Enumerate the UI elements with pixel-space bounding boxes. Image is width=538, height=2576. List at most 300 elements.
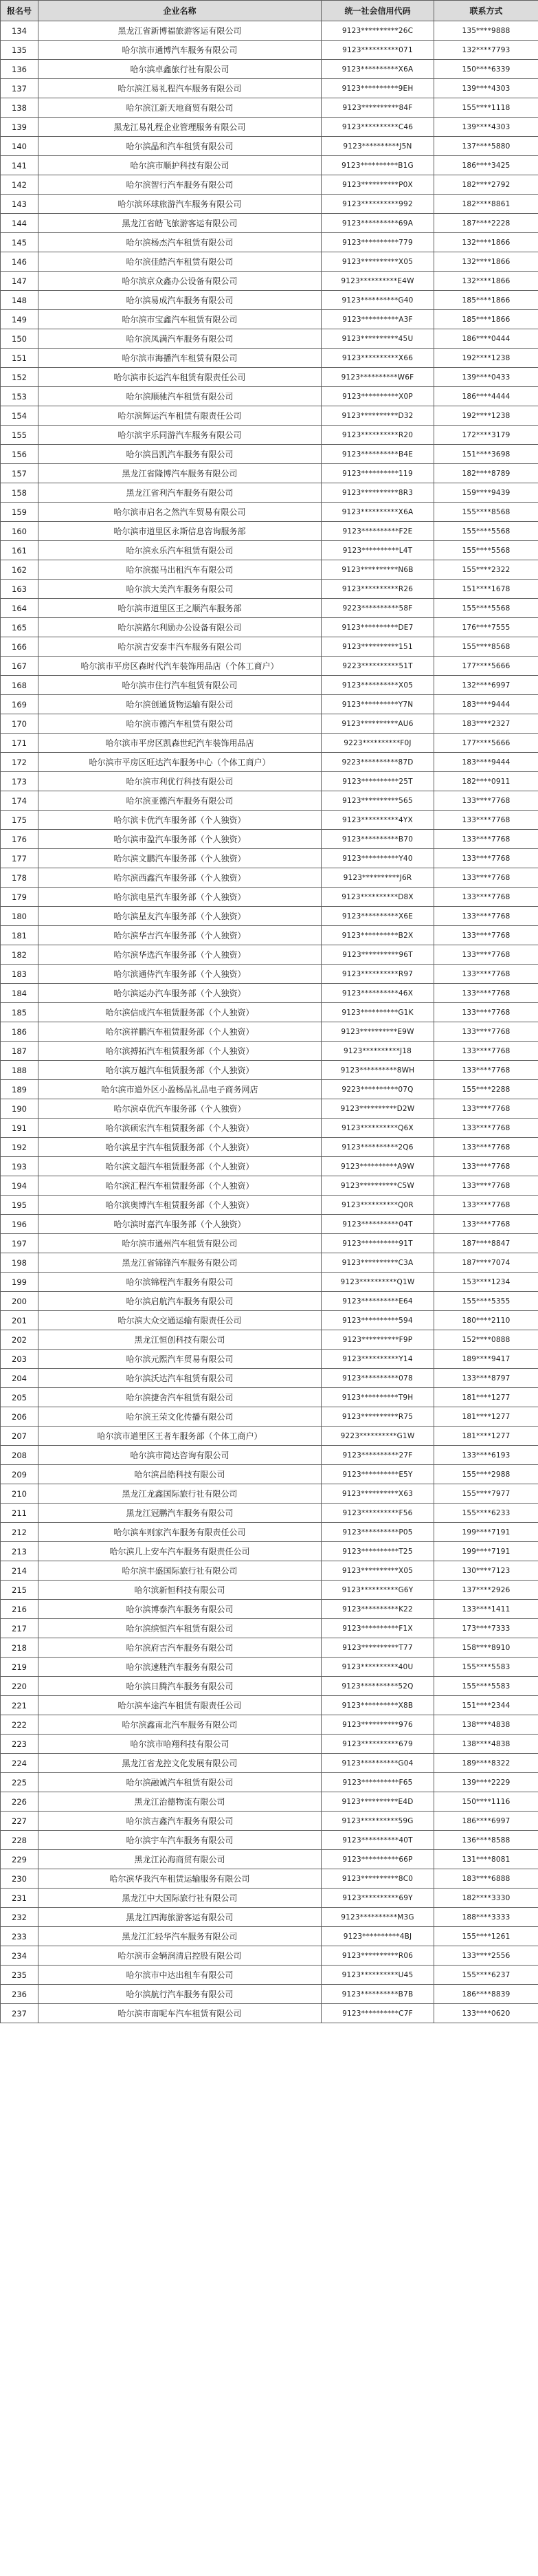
credit-code-cell: 9123**********E9W — [322, 1022, 434, 1042]
registration-number-cell: 233 — [1, 1927, 38, 1946]
company-name-cell: 黑龙江省利汽车服务有限公司 — [38, 483, 322, 503]
table-row — [1, 714, 538, 734]
table-row — [1, 811, 538, 830]
registration-number-cell: 211 — [1, 1504, 38, 1523]
contact-cell: 133****7768 — [434, 888, 538, 907]
credit-code-cell: 9123**********R20 — [322, 426, 434, 445]
table-row — [1, 387, 538, 406]
registration-number-cell: 237 — [1, 2004, 38, 2023]
credit-code-cell: 9123**********40T — [322, 1831, 434, 1850]
company-name-cell: 哈尔滨星友汽车服务部（个人独资） — [38, 907, 322, 926]
registration-number-cell: 144 — [1, 214, 38, 233]
contact-cell: 132****7793 — [434, 41, 538, 60]
company-name-cell: 哈尔滨日腾汽车服务有限公司 — [38, 1677, 322, 1696]
company-name-cell: 哈尔滨市道里区王之顺汽车服务部 — [38, 599, 322, 618]
table-row — [1, 1966, 538, 1985]
credit-code-cell: 9123**********C3A — [322, 1253, 434, 1273]
registration-number-cell: 214 — [1, 1561, 38, 1581]
credit-code-cell: 9223**********87D — [322, 753, 434, 772]
company-name-cell: 黑龙江省隆博汽车服务有限公司 — [38, 464, 322, 483]
table-row — [1, 1927, 538, 1946]
registration-number-cell: 187 — [1, 1042, 38, 1061]
credit-code-cell: 9123**********D2W — [322, 1099, 434, 1119]
registration-number-cell: 165 — [1, 618, 38, 637]
contact-cell: 183****9444 — [434, 753, 538, 772]
credit-code-cell: 9123**********X63 — [322, 1484, 434, 1504]
registration-number-cell: 178 — [1, 868, 38, 888]
registration-number-cell: 216 — [1, 1600, 38, 1619]
table-header — [1, 1, 538, 21]
company-name-cell: 哈尔滨新恒科技有限公司 — [38, 1581, 322, 1600]
contact-cell: 185****1866 — [434, 291, 538, 310]
table-row — [1, 1889, 538, 1908]
company-name-cell: 哈尔滨市简达咨询有限公司 — [38, 1446, 322, 1465]
company-name-cell: 哈尔滨市平房区凯森世纪汽车装饰用品店 — [38, 734, 322, 753]
registration-number-cell: 194 — [1, 1176, 38, 1196]
credit-code-cell: 9123**********59G — [322, 1812, 434, 1831]
credit-code-cell: 9123**********119 — [322, 464, 434, 483]
table-row — [1, 1196, 538, 1215]
contact-cell: 155****5583 — [434, 1658, 538, 1677]
table-row — [1, 1600, 538, 1619]
credit-code-cell: 9123**********8WH — [322, 1061, 434, 1080]
registration-number-cell: 226 — [1, 1792, 38, 1812]
company-name-cell: 哈尔滨晶和汽车租赁有限公司 — [38, 137, 322, 156]
credit-code-cell: 9123**********Y7N — [322, 695, 434, 714]
table-row — [1, 657, 538, 676]
registration-number-cell: 220 — [1, 1677, 38, 1696]
credit-code-cell: 9123**********8C0 — [322, 1869, 434, 1889]
credit-code-cell: 9123**********J6R — [322, 868, 434, 888]
contact-cell: 138****4838 — [434, 1735, 538, 1754]
company-name-cell: 哈尔滨卡优汽车服务部（个人独资） — [38, 811, 322, 830]
table-row — [1, 1792, 538, 1812]
table-row — [1, 1003, 538, 1022]
credit-code-cell: 9123**********66P — [322, 1850, 434, 1869]
registration-number-cell: 212 — [1, 1523, 38, 1542]
registration-number-cell: 175 — [1, 811, 38, 830]
contact-cell: 131****8081 — [434, 1850, 538, 1869]
registration-number-cell: 168 — [1, 676, 38, 695]
company-name-cell: 哈尔滨丰盛国际旅行社有限公司 — [38, 1561, 322, 1581]
credit-code-cell: 9223**********58F — [322, 599, 434, 618]
company-name-cell: 哈尔滨万越汽车租赁服务部（个人独资） — [38, 1061, 322, 1080]
contact-cell: 155****8568 — [434, 503, 538, 522]
contact-cell: 152****0888 — [434, 1330, 538, 1350]
credit-code-cell: 9123**********B4E — [322, 445, 434, 464]
table-row — [1, 79, 538, 98]
table-row — [1, 772, 538, 791]
credit-code-cell: 9123**********46X — [322, 984, 434, 1003]
contact-cell: 155****5568 — [434, 522, 538, 541]
contact-cell: 188****3333 — [434, 1908, 538, 1927]
credit-code-cell: 9223**********G1W — [322, 1427, 434, 1446]
table-row — [1, 1157, 538, 1176]
company-name-cell: 哈尔滨车途汽车租赁有限责任公司 — [38, 1696, 322, 1715]
table-row — [1, 98, 538, 118]
company-name-cell: 哈尔滨市南呢车汽车租赁有限公司 — [38, 2004, 322, 2023]
contact-cell: 133****7768 — [434, 1003, 538, 1022]
registration-number-cell: 151 — [1, 349, 38, 368]
credit-code-cell: 9123**********E5Y — [322, 1465, 434, 1484]
company-name-cell: 哈尔滨几上安车汽车服务有限责任公司 — [38, 1542, 322, 1561]
table-row — [1, 849, 538, 868]
company-name-cell: 黑龙江易礼程企业管理服务有限公司 — [38, 118, 322, 137]
credit-code-cell: 9123**********679 — [322, 1735, 434, 1754]
company-name-cell: 哈尔滨宇乐同游汽车服务有限公司 — [38, 426, 322, 445]
company-name-cell: 哈尔滨宇车汽车服务有限公司 — [38, 1831, 322, 1850]
contact-cell: 133****7768 — [434, 1138, 538, 1157]
table-row — [1, 214, 538, 233]
table-row — [1, 1330, 538, 1350]
contact-cell: 133****2556 — [434, 1946, 538, 1966]
contact-cell: 133****7768 — [434, 1176, 538, 1196]
credit-code-cell: 9123**********B70 — [322, 830, 434, 849]
credit-code-cell: 9123**********J5N — [322, 137, 434, 156]
company-name-cell: 哈尔滨融诚汽车租赁有限公司 — [38, 1773, 322, 1792]
company-name-cell: 黑龙江治德物流有限公司 — [38, 1792, 322, 1812]
registration-number-cell: 171 — [1, 734, 38, 753]
company-name-cell: 哈尔滨市顺护科技有限公司 — [38, 156, 322, 175]
table-row — [1, 1831, 538, 1850]
company-name-cell: 哈尔滨通侍汽车服务部（个人独资） — [38, 965, 322, 984]
registration-number-cell: 136 — [1, 60, 38, 79]
contact-cell: 138****4838 — [434, 1715, 538, 1735]
credit-code-cell: 9123**********P0X — [322, 175, 434, 195]
registration-number-cell: 174 — [1, 791, 38, 811]
contact-cell: 199****7191 — [434, 1523, 538, 1542]
table-row — [1, 1292, 538, 1311]
company-name-cell: 黑龙江省锦锋汽车服务有限公司 — [38, 1253, 322, 1273]
table-row — [1, 945, 538, 965]
contact-cell: 151****1678 — [434, 580, 538, 599]
credit-code-cell: 9123**********X6A — [322, 60, 434, 79]
registration-number-cell: 176 — [1, 830, 38, 849]
registration-number-cell: 195 — [1, 1196, 38, 1215]
company-name-cell: 哈尔滨硕宏汽车租赁服务部（个人独资） — [38, 1119, 322, 1138]
registration-number-cell: 157 — [1, 464, 38, 483]
registration-number-cell: 230 — [1, 1869, 38, 1889]
credit-code-cell: 9123**********K22 — [322, 1600, 434, 1619]
contact-cell: 137****5880 — [434, 137, 538, 156]
credit-code-cell: 9123**********DE7 — [322, 618, 434, 637]
table-row — [1, 1735, 538, 1754]
credit-code-cell: 9123**********T25 — [322, 1542, 434, 1561]
contact-cell: 133****7768 — [434, 1042, 538, 1061]
registration-number-cell: 213 — [1, 1542, 38, 1561]
registration-number-cell: 207 — [1, 1427, 38, 1446]
contact-cell: 133****7768 — [434, 1061, 538, 1080]
contact-cell: 182****8861 — [434, 195, 538, 214]
registration-number-cell: 190 — [1, 1099, 38, 1119]
table-body — [1, 21, 538, 2023]
contact-cell: 172****3179 — [434, 426, 538, 445]
header-credit-code: 统一社会信用代码 — [322, 1, 434, 21]
table-row — [1, 1253, 538, 1273]
header-registration-number: 报名号 — [1, 1, 38, 21]
credit-code-cell: 9123**********071 — [322, 41, 434, 60]
table-row — [1, 1022, 538, 1042]
table-row — [1, 483, 538, 503]
credit-code-cell: 9223**********F0J — [322, 734, 434, 753]
registration-number-cell: 231 — [1, 1889, 38, 1908]
registration-number-cell: 141 — [1, 156, 38, 175]
company-name-cell: 哈尔滨市长运汽车租赁有限责任公司 — [38, 368, 322, 387]
registration-number-cell: 227 — [1, 1812, 38, 1831]
credit-code-cell: 9123**********X8B — [322, 1696, 434, 1715]
company-name-cell: 哈尔滨杨杰汽车租赁有限公司 — [38, 233, 322, 252]
credit-code-cell: 9123**********E4W — [322, 272, 434, 291]
company-name-cell: 哈尔滨鑫南北汽车服务有限公司 — [38, 1715, 322, 1735]
company-name-cell: 哈尔滨卓优汽车服务部（个人独资） — [38, 1099, 322, 1119]
contact-cell: 132****1866 — [434, 233, 538, 252]
credit-code-cell: 9123**********F2E — [322, 522, 434, 541]
table-row — [1, 1119, 538, 1138]
company-name-cell: 哈尔滨市宝鑫汽车租赁有限公司 — [38, 310, 322, 329]
contact-cell: 192****1238 — [434, 406, 538, 426]
contact-cell: 133****7768 — [434, 1157, 538, 1176]
company-name-cell: 哈尔滨市金辆润清启控股有限公司 — [38, 1946, 322, 1966]
contact-cell: 153****1234 — [434, 1273, 538, 1292]
credit-code-cell: 9123**********T77 — [322, 1638, 434, 1658]
registration-number-cell: 200 — [1, 1292, 38, 1311]
table-row — [1, 1465, 538, 1484]
contact-cell: 155****8568 — [434, 637, 538, 657]
credit-code-cell: 9223**********51T — [322, 657, 434, 676]
registration-number-cell: 217 — [1, 1619, 38, 1638]
company-name-cell: 哈尔滨市道里区王者车服务部（个体工商户） — [38, 1427, 322, 1446]
contact-cell: 186****0444 — [434, 329, 538, 349]
company-name-cell: 哈尔滨运办汽车服务部（个人独资） — [38, 984, 322, 1003]
company-name-cell: 哈尔滨路尔利励办公设备有限公司 — [38, 618, 322, 637]
credit-code-cell: 9123**********8R3 — [322, 483, 434, 503]
contact-cell: 155****5568 — [434, 599, 538, 618]
contact-cell: 155****1118 — [434, 98, 538, 118]
company-name-cell: 黑龙江省新博福旅游客运有限公司 — [38, 21, 322, 41]
contact-cell: 189****9417 — [434, 1350, 538, 1369]
contact-cell: 155****7977 — [434, 1484, 538, 1504]
table-row — [1, 1388, 538, 1407]
credit-code-cell: 9123**********Q1W — [322, 1273, 434, 1292]
registration-number-cell: 170 — [1, 714, 38, 734]
contact-cell: 187****2228 — [434, 214, 538, 233]
table-row — [1, 1350, 538, 1369]
registration-number-cell: 169 — [1, 695, 38, 714]
contact-cell: 133****6193 — [434, 1446, 538, 1465]
contact-cell: 133****1411 — [434, 1600, 538, 1619]
contact-cell: 176****7555 — [434, 618, 538, 637]
credit-code-cell: 9123**********R75 — [322, 1407, 434, 1427]
table-row — [1, 310, 538, 329]
company-name-cell: 哈尔滨电星汽车服务部（个人独资） — [38, 888, 322, 907]
table-row — [1, 1407, 538, 1427]
credit-code-cell: 9123**********P05 — [322, 1523, 434, 1542]
table-row — [1, 21, 538, 41]
contact-cell: 173****7333 — [434, 1619, 538, 1638]
contact-cell: 133****7768 — [434, 791, 538, 811]
registration-number-cell: 229 — [1, 1850, 38, 1869]
credit-code-cell: 9123**********40U — [322, 1658, 434, 1677]
company-name-cell: 哈尔滨奥博汽车租赁服务部（个人独资） — [38, 1196, 322, 1215]
contact-cell: 183****2327 — [434, 714, 538, 734]
table-row — [1, 1946, 538, 1966]
company-name-cell: 哈尔滨元熙汽车贸易有限公司 — [38, 1350, 322, 1369]
contact-cell: 133****7768 — [434, 907, 538, 926]
registration-number-cell: 153 — [1, 387, 38, 406]
contact-cell: 133****7768 — [434, 1022, 538, 1042]
credit-code-cell: 9123**********D32 — [322, 406, 434, 426]
table-row — [1, 1138, 538, 1157]
table-row — [1, 926, 538, 945]
table-row — [1, 1273, 538, 1292]
company-name-cell: 哈尔滨市海播汽车租赁有限公司 — [38, 349, 322, 368]
registration-number-cell: 155 — [1, 426, 38, 445]
table-row — [1, 1080, 538, 1099]
credit-code-cell: 9123**********B2X — [322, 926, 434, 945]
table-row — [1, 1658, 538, 1677]
table-row — [1, 60, 538, 79]
company-name-cell: 黑龙江省皓飞旅游客运有限公司 — [38, 214, 322, 233]
company-name-cell: 哈尔滨捷舍汽车租赁有限公司 — [38, 1388, 322, 1407]
contact-cell: 155****6233 — [434, 1504, 538, 1523]
registration-number-cell: 142 — [1, 175, 38, 195]
registration-number-cell: 205 — [1, 1388, 38, 1407]
credit-code-cell: 9123**********E64 — [322, 1292, 434, 1311]
contact-cell: 159****9439 — [434, 483, 538, 503]
company-name-cell: 哈尔滨市道里区永斯信息咨询服务部 — [38, 522, 322, 541]
contact-cell: 132****1866 — [434, 252, 538, 272]
contact-cell: 183****6888 — [434, 1869, 538, 1889]
credit-code-cell: 9123**********F9P — [322, 1330, 434, 1350]
contact-cell: 133****7768 — [434, 849, 538, 868]
table-row — [1, 2004, 538, 2023]
company-name-cell: 哈尔滨文超汽车租赁服务部（个人独资） — [38, 1157, 322, 1176]
registration-number-cell: 204 — [1, 1369, 38, 1388]
contact-cell: 133****7768 — [434, 926, 538, 945]
contact-cell: 155****2988 — [434, 1465, 538, 1484]
registration-number-cell: 154 — [1, 406, 38, 426]
table-row — [1, 41, 538, 60]
company-name-cell: 黑龙江沁海商贸有限公司 — [38, 1850, 322, 1869]
contact-cell: 186****4444 — [434, 387, 538, 406]
contact-cell: 189****8322 — [434, 1754, 538, 1773]
contact-cell: 185****1866 — [434, 310, 538, 329]
registration-number-cell: 134 — [1, 21, 38, 41]
credit-code-cell: 9123**********G1K — [322, 1003, 434, 1022]
credit-code-cell: 9123**********69A — [322, 214, 434, 233]
registration-number-cell: 222 — [1, 1715, 38, 1735]
credit-code-cell: 9223**********07Q — [322, 1080, 434, 1099]
table-row — [1, 252, 538, 272]
registration-number-cell: 210 — [1, 1484, 38, 1504]
table-row — [1, 1484, 538, 1504]
registration-number-cell: 196 — [1, 1215, 38, 1234]
contact-cell: 186****8839 — [434, 1985, 538, 2004]
company-name-cell: 哈尔滨博泰汽车服务有限公司 — [38, 1600, 322, 1619]
company-name-cell: 哈尔滨亚德汽车服务有限公司 — [38, 791, 322, 811]
registration-number-cell: 193 — [1, 1157, 38, 1176]
contact-cell: 139****4303 — [434, 79, 538, 98]
registration-number-cell: 137 — [1, 79, 38, 98]
registration-number-cell: 173 — [1, 772, 38, 791]
contact-cell: 150****6339 — [434, 60, 538, 79]
company-name-cell: 哈尔滨华吉汽车服务部（个人独资） — [38, 926, 322, 945]
company-name-cell: 哈尔滨市道外区小盈杨品礼品电子商务网店 — [38, 1080, 322, 1099]
company-name-cell: 哈尔滨市启名之然汽车贸易有限公司 — [38, 503, 322, 522]
contact-cell: 182****8789 — [434, 464, 538, 483]
registration-number-cell: 160 — [1, 522, 38, 541]
table-row — [1, 1638, 538, 1658]
table-row — [1, 753, 538, 772]
credit-code-cell: 9123**********84F — [322, 98, 434, 118]
contact-cell: 155****1261 — [434, 1927, 538, 1946]
header-company-name: 企业名称 — [38, 1, 322, 21]
credit-code-cell: 9123**********X66 — [322, 349, 434, 368]
company-name-cell: 哈尔滨振马出租汽车有限公司 — [38, 560, 322, 580]
registration-number-cell: 184 — [1, 984, 38, 1003]
table-row — [1, 1581, 538, 1600]
registration-number-cell: 191 — [1, 1119, 38, 1138]
registration-number-cell: 183 — [1, 965, 38, 984]
company-name-cell: 黑龙江龙鑫国际旅行社有限公司 — [38, 1484, 322, 1504]
credit-code-cell: 9123**********151 — [322, 637, 434, 657]
credit-code-cell: 9123**********A9W — [322, 1157, 434, 1176]
table-row — [1, 464, 538, 483]
company-name-cell: 哈尔滨祥鹏汽车租赁服务部（个人独资） — [38, 1022, 322, 1042]
contact-cell: 133****7768 — [434, 945, 538, 965]
company-name-cell: 哈尔滨沃达汽车租赁有限公司 — [38, 1369, 322, 1388]
registration-number-cell: 180 — [1, 907, 38, 926]
registration-number-cell: 188 — [1, 1061, 38, 1080]
contact-cell: 177****5666 — [434, 734, 538, 753]
table-row — [1, 195, 538, 214]
credit-code-cell: 9123**********078 — [322, 1369, 434, 1388]
credit-code-cell: 9123**********52Q — [322, 1677, 434, 1696]
table-row — [1, 1427, 538, 1446]
credit-code-cell: 9123**********R06 — [322, 1946, 434, 1966]
credit-code-cell: 9123**********R97 — [322, 965, 434, 984]
registration-number-cell: 208 — [1, 1446, 38, 1465]
registration-number-cell: 147 — [1, 272, 38, 291]
credit-code-cell: 9123**********D8X — [322, 888, 434, 907]
header-contact: 联系方式 — [434, 1, 538, 21]
table-row — [1, 1369, 538, 1388]
registration-number-cell: 199 — [1, 1273, 38, 1292]
table-row — [1, 426, 538, 445]
table-row — [1, 1696, 538, 1715]
company-name-cell: 黑龙江冠鹏汽车服务有限公司 — [38, 1504, 322, 1523]
company-name-cell: 哈尔滨市德汽车租赁有限公司 — [38, 714, 322, 734]
company-name-cell: 哈尔滨市通州汽车租赁有限公司 — [38, 1234, 322, 1253]
company-name-cell: 哈尔滨汇程汽车租赁服务部（个人独资） — [38, 1176, 322, 1196]
company-name-cell: 哈尔滨易成汽车服务有限公司 — [38, 291, 322, 310]
registration-number-cell: 186 — [1, 1022, 38, 1042]
registration-number-cell: 159 — [1, 503, 38, 522]
contact-cell: 151****3698 — [434, 445, 538, 464]
credit-code-cell: 9123**********G6Y — [322, 1581, 434, 1600]
table-row — [1, 888, 538, 907]
credit-code-cell: 9123**********J18 — [322, 1042, 434, 1061]
credit-code-cell: 9123**********X6A — [322, 503, 434, 522]
credit-code-cell: 9123**********96T — [322, 945, 434, 965]
table-row — [1, 1542, 538, 1561]
contact-cell: 187****8847 — [434, 1234, 538, 1253]
table-row — [1, 1061, 538, 1080]
header-row — [1, 1, 538, 21]
company-name-cell: 哈尔滨时嘉汽车服务部（个人独资） — [38, 1215, 322, 1234]
company-name-cell: 黑龙江四海旅游客运有限公司 — [38, 1908, 322, 1927]
credit-code-cell: 9123**********F65 — [322, 1773, 434, 1792]
